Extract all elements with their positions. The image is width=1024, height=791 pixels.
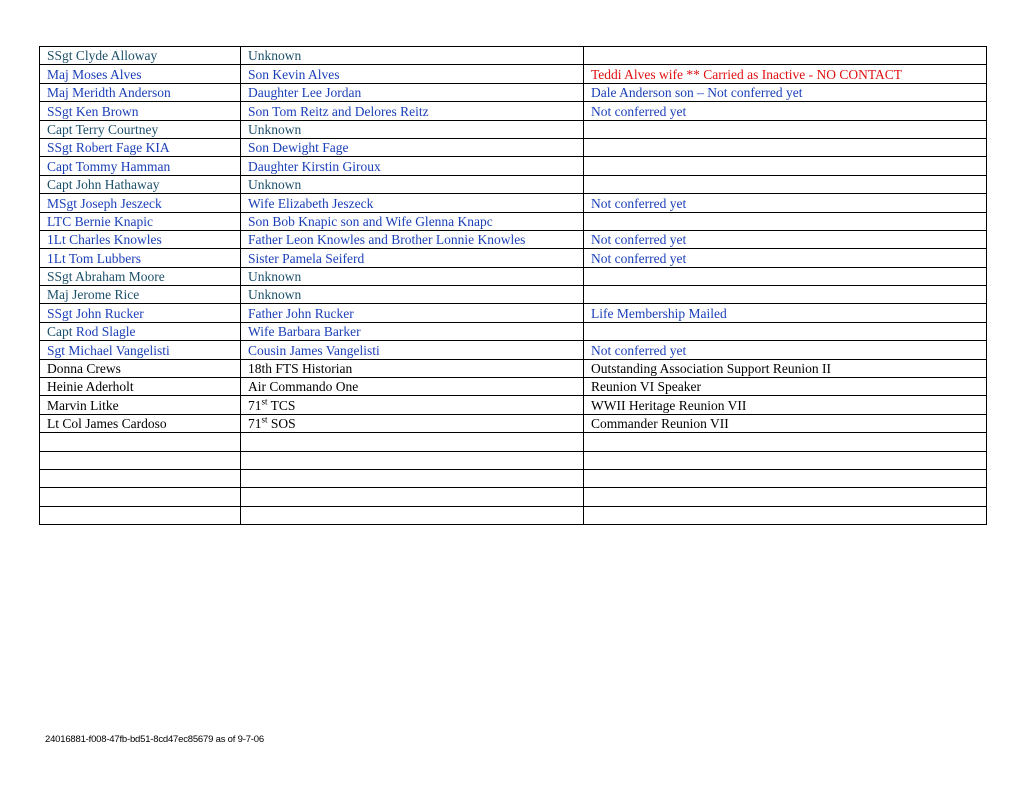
note-cell [584, 47, 987, 65]
note-cell: Not conferred yet [584, 249, 987, 267]
table-row [40, 138, 987, 156]
contact-cell: Unknown [241, 286, 584, 304]
note-cell: Life Membership Mailed [584, 304, 987, 322]
note-cell: Commander Reunion VII [584, 414, 987, 432]
note-cell: Outstanding Association Support Reunion II [584, 359, 987, 377]
member-name: Capt Tommy Hamman [40, 157, 241, 175]
member-name: Capt John Hathaway [40, 175, 241, 193]
unit-number: 71 [248, 397, 262, 413]
table-row [40, 267, 987, 285]
contact-cell: Daughter Lee Jordan [241, 83, 584, 101]
member-name: MSgt Joseph Jeszeck [40, 194, 241, 212]
contact-cell [241, 414, 584, 432]
contact-cell: Cousin James Vangelisti [241, 341, 584, 359]
member-name: SSgt John Rucker [40, 304, 241, 322]
member-name: SSgt Ken Brown [40, 102, 241, 120]
table-row [40, 304, 987, 322]
note-cell: Not conferred yet [584, 230, 987, 248]
contact-cell: Father Leon Knowles and Brother Lonnie Knowles [241, 230, 584, 248]
contact-cell: Unknown [241, 47, 584, 65]
table-row [40, 286, 987, 304]
empty-row [40, 506, 987, 524]
note-cell [584, 267, 987, 285]
note-cell [584, 157, 987, 175]
member-name: 1Lt Charles Knowles [40, 230, 241, 248]
empty-row [40, 451, 987, 469]
member-name: Maj Moses Alves [40, 65, 241, 83]
note-cell [584, 120, 987, 138]
note-cell: Teddi Alves wife ** Carried as Inactive - NO CONTACT [584, 65, 987, 83]
member-name: Maj Jerome Rice [40, 286, 241, 304]
note-cell: Reunion VI Speaker [584, 378, 987, 396]
contact-cell: Wife Elizabeth Jeszeck [241, 194, 584, 212]
member-name: Donna Crews [40, 359, 241, 377]
contact-cell: Unknown [241, 175, 584, 193]
table-row [40, 120, 987, 138]
contact-cell: 18th FTS Historian [241, 359, 584, 377]
table-row [40, 341, 987, 359]
table-row [40, 378, 987, 396]
contact-cell: Air Commando One [241, 378, 584, 396]
table-row [40, 47, 987, 65]
member-name-cell [40, 322, 241, 340]
contact-cell: Daughter Kirstin Giroux [241, 157, 584, 175]
contact-cell: Father John Rucker [241, 304, 584, 322]
table-row [40, 157, 987, 175]
table-row [40, 83, 987, 101]
member-name: SSgt Clyde Alloway [40, 47, 241, 65]
empty-row [40, 488, 987, 506]
note-cell [584, 212, 987, 230]
contact-cell [241, 396, 584, 414]
document-footer-id: 24016881-f008-47fb-bd51-8cd47ec85679 as of 9-7-06 [45, 734, 264, 745]
table-row [40, 212, 987, 230]
table-row [40, 175, 987, 193]
member-name: Rod Slagle [75, 324, 136, 340]
empty-row [40, 433, 987, 451]
member-name: Heinie Aderholt [40, 378, 241, 396]
note-cell: Not conferred yet [584, 194, 987, 212]
contact-cell: Son Tom Reitz and Delores Reitz [241, 102, 584, 120]
note-cell [584, 175, 987, 193]
table-row [40, 102, 987, 120]
note-cell: Not conferred yet [584, 102, 987, 120]
member-name: 1Lt Tom Lubbers [40, 249, 241, 267]
roster-table [39, 46, 987, 525]
contact-cell: Son Kevin Alves [241, 65, 584, 83]
contact-cell: Son Bob Knapic son and Wife Glenna Knapc [241, 212, 584, 230]
ordinal-suffix: st [261, 414, 268, 425]
note-cell [584, 322, 987, 340]
unit-number: 71 [248, 416, 262, 432]
table-row [40, 396, 987, 414]
member-name: Lt Col James Cardoso [40, 414, 241, 432]
member-rank: Capt [47, 324, 76, 340]
note-cell: WWII Heritage Reunion VII [584, 396, 987, 414]
unit-name: TCS [267, 397, 296, 413]
member-name: SSgt Robert Fage KIA [40, 138, 241, 156]
contact-cell: Unknown [241, 267, 584, 285]
table-row [40, 194, 987, 212]
note-cell [584, 286, 987, 304]
member-name: Capt Terry Courtney [40, 120, 241, 138]
member-name: Maj Meridth Anderson [40, 83, 241, 101]
table-row [40, 230, 987, 248]
table-row [40, 65, 987, 83]
table-row [40, 249, 987, 267]
table-row [40, 414, 987, 432]
contact-cell: Son Dewight Fage [241, 138, 584, 156]
table-row [40, 322, 987, 340]
note-cell [584, 138, 987, 156]
member-name: Marvin Litke [40, 396, 241, 414]
member-name: LTC Bernie Knapic [40, 212, 241, 230]
empty-row [40, 469, 987, 487]
ordinal-suffix: st [261, 396, 268, 407]
note-cell: Not conferred yet [584, 341, 987, 359]
note-cell: Dale Anderson son – Not conferred yet [584, 83, 987, 101]
unit-name: SOS [267, 416, 296, 432]
table-row [40, 359, 987, 377]
member-name: Sgt Michael Vangelisti [40, 341, 241, 359]
contact-cell: Unknown [241, 120, 584, 138]
contact-cell: Wife Barbara Barker [241, 322, 584, 340]
member-name: SSgt Abraham Moore [40, 267, 241, 285]
contact-cell: Sister Pamela Seiferd [241, 249, 584, 267]
